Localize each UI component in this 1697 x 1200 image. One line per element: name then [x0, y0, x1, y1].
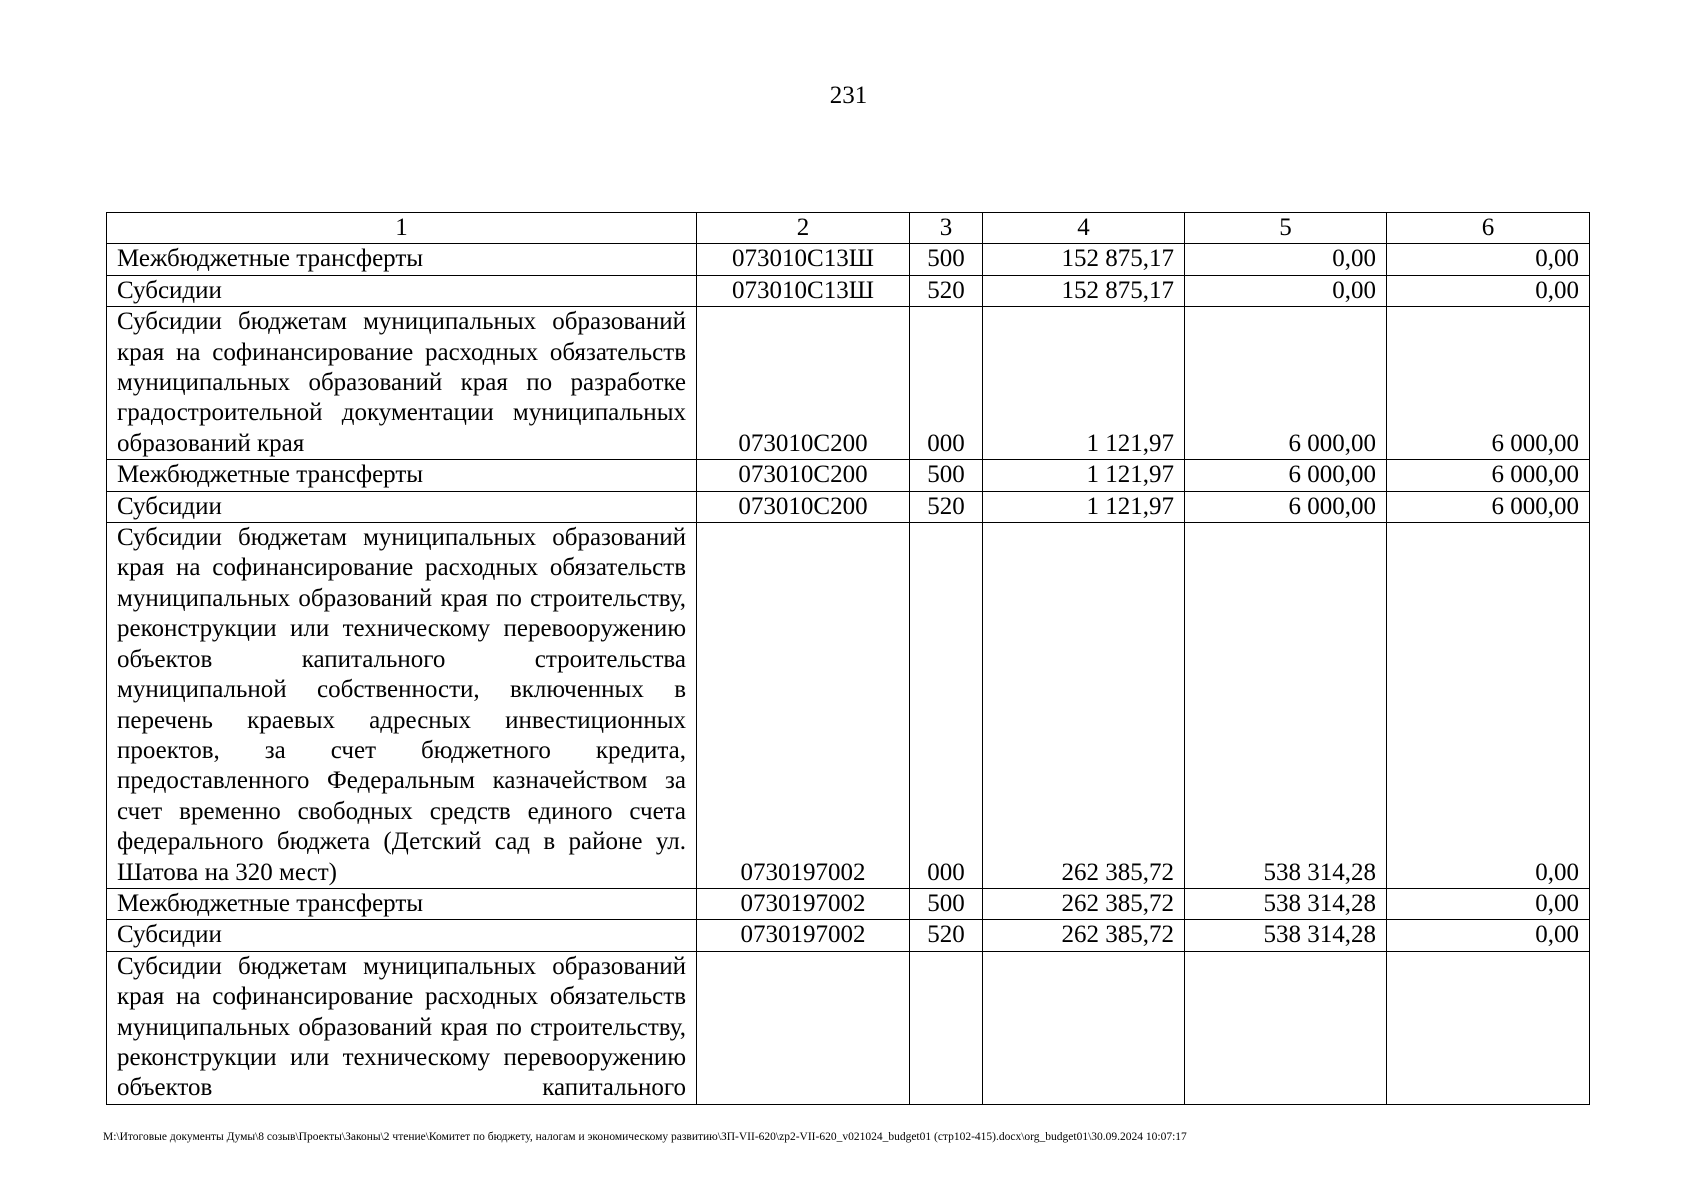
row-value-4: 262 385,72	[983, 888, 1185, 919]
row-code: 073010С200	[697, 460, 910, 491]
row-value-5: 0,00	[1185, 244, 1387, 275]
row-name: Субсидии бюджетам муниципальных образований края на софинансирование расходных обязательств муниципальных образований края по строительству, реконструкции или техническому перевооружению объектов капитального	[107, 951, 697, 1104]
row-value-6: 6 000,00	[1387, 491, 1590, 522]
table-row	[107, 491, 1590, 522]
row-value-4	[983, 951, 1185, 1104]
column-header: 5	[1185, 213, 1387, 244]
table-row	[107, 920, 1590, 951]
row-type: 500	[910, 460, 983, 491]
row-code: 073010С200	[697, 307, 910, 460]
row-value-6: 0,00	[1387, 888, 1590, 919]
row-name: Межбюджетные трансферты	[107, 244, 697, 275]
row-name: Субсидии бюджетам муниципальных образований края на софинансирование расходных обязательств муниципальных образований края по строительству, реконструкции или техническому перевооружению объектов капитального строительства муниципальной собственности, включенных в перечень краевых адресных инвестиционных проектов, за счет бюджетного кредита, предоставленного Федеральным казначейством за счет временно свободных средств единого счета федерального бюджета (Детский сад в районе ул. Шатова на 320 мест)	[107, 523, 697, 889]
row-code: 0730197002	[697, 888, 910, 919]
row-type	[910, 951, 983, 1104]
column-header: 1	[107, 213, 697, 244]
row-value-5: 538 314,28	[1185, 888, 1387, 919]
column-header: 2	[697, 213, 910, 244]
row-value-4: 262 385,72	[983, 523, 1185, 889]
row-value-5: 6 000,00	[1185, 460, 1387, 491]
row-value-6: 6 000,00	[1387, 460, 1590, 491]
footer-file-path: М:\Итоговые документы Думы\8 созыв\Проекты\Законы\2 чтение\Комитет по бюджету, налогам и экономическому развитию\ЗП-VII-620\zp2-VII-620_v021024_budget01 (стр102-415).docx\org_budget01\30.09.2024 10:07:17	[103, 1131, 1187, 1143]
row-value-6: 0,00	[1387, 523, 1590, 889]
row-value-4: 1 121,97	[983, 307, 1185, 460]
row-code: 073010С13Ш	[697, 275, 910, 306]
row-type: 520	[910, 491, 983, 522]
row-name: Субсидии	[107, 275, 697, 306]
row-code	[697, 951, 910, 1104]
row-code: 0730197002	[697, 920, 910, 951]
row-type: 000	[910, 523, 983, 889]
row-value-6	[1387, 951, 1590, 1104]
row-name: Субсидии бюджетам муниципальных образований края на софинансирование расходных обязательств муниципальных образований края по разработке градостроительной документации муниципальных образований края	[107, 307, 697, 460]
table-row	[107, 307, 1590, 460]
row-value-5: 6 000,00	[1185, 491, 1387, 522]
row-value-5	[1185, 951, 1387, 1104]
row-type: 520	[910, 275, 983, 306]
row-name: Субсидии	[107, 491, 697, 522]
row-code: 0730197002	[697, 523, 910, 889]
column-header: 6	[1387, 213, 1590, 244]
table-row	[107, 888, 1590, 919]
row-value-4: 262 385,72	[983, 920, 1185, 951]
row-code: 073010С200	[697, 491, 910, 522]
row-value-6: 0,00	[1387, 920, 1590, 951]
row-type: 000	[910, 307, 983, 460]
table-row	[107, 523, 1590, 889]
page-number: 231	[829, 82, 868, 109]
row-value-5: 538 314,28	[1185, 523, 1387, 889]
table-row	[107, 244, 1590, 275]
budget-table	[106, 212, 1590, 1105]
row-value-5: 538 314,28	[1185, 920, 1387, 951]
column-header: 3	[910, 213, 983, 244]
row-type: 500	[910, 244, 983, 275]
row-type: 500	[910, 888, 983, 919]
row-value-4: 152 875,17	[983, 244, 1185, 275]
table-row	[107, 951, 1590, 1104]
row-name: Межбюджетные трансферты	[107, 888, 697, 919]
table-row	[107, 460, 1590, 491]
row-value-4: 152 875,17	[983, 275, 1185, 306]
row-name: Субсидии	[107, 920, 697, 951]
row-value-4: 1 121,97	[983, 491, 1185, 522]
row-value-5: 6 000,00	[1185, 307, 1387, 460]
row-name: Межбюджетные трансферты	[107, 460, 697, 491]
table-row	[107, 275, 1590, 306]
row-type: 520	[910, 920, 983, 951]
row-value-5: 0,00	[1185, 275, 1387, 306]
row-value-4: 1 121,97	[983, 460, 1185, 491]
row-code: 073010С13Ш	[697, 244, 910, 275]
table-header-row	[107, 213, 1590, 244]
row-value-6: 6 000,00	[1387, 307, 1590, 460]
column-header: 4	[983, 213, 1185, 244]
row-value-6: 0,00	[1387, 275, 1590, 306]
row-value-6: 0,00	[1387, 244, 1590, 275]
